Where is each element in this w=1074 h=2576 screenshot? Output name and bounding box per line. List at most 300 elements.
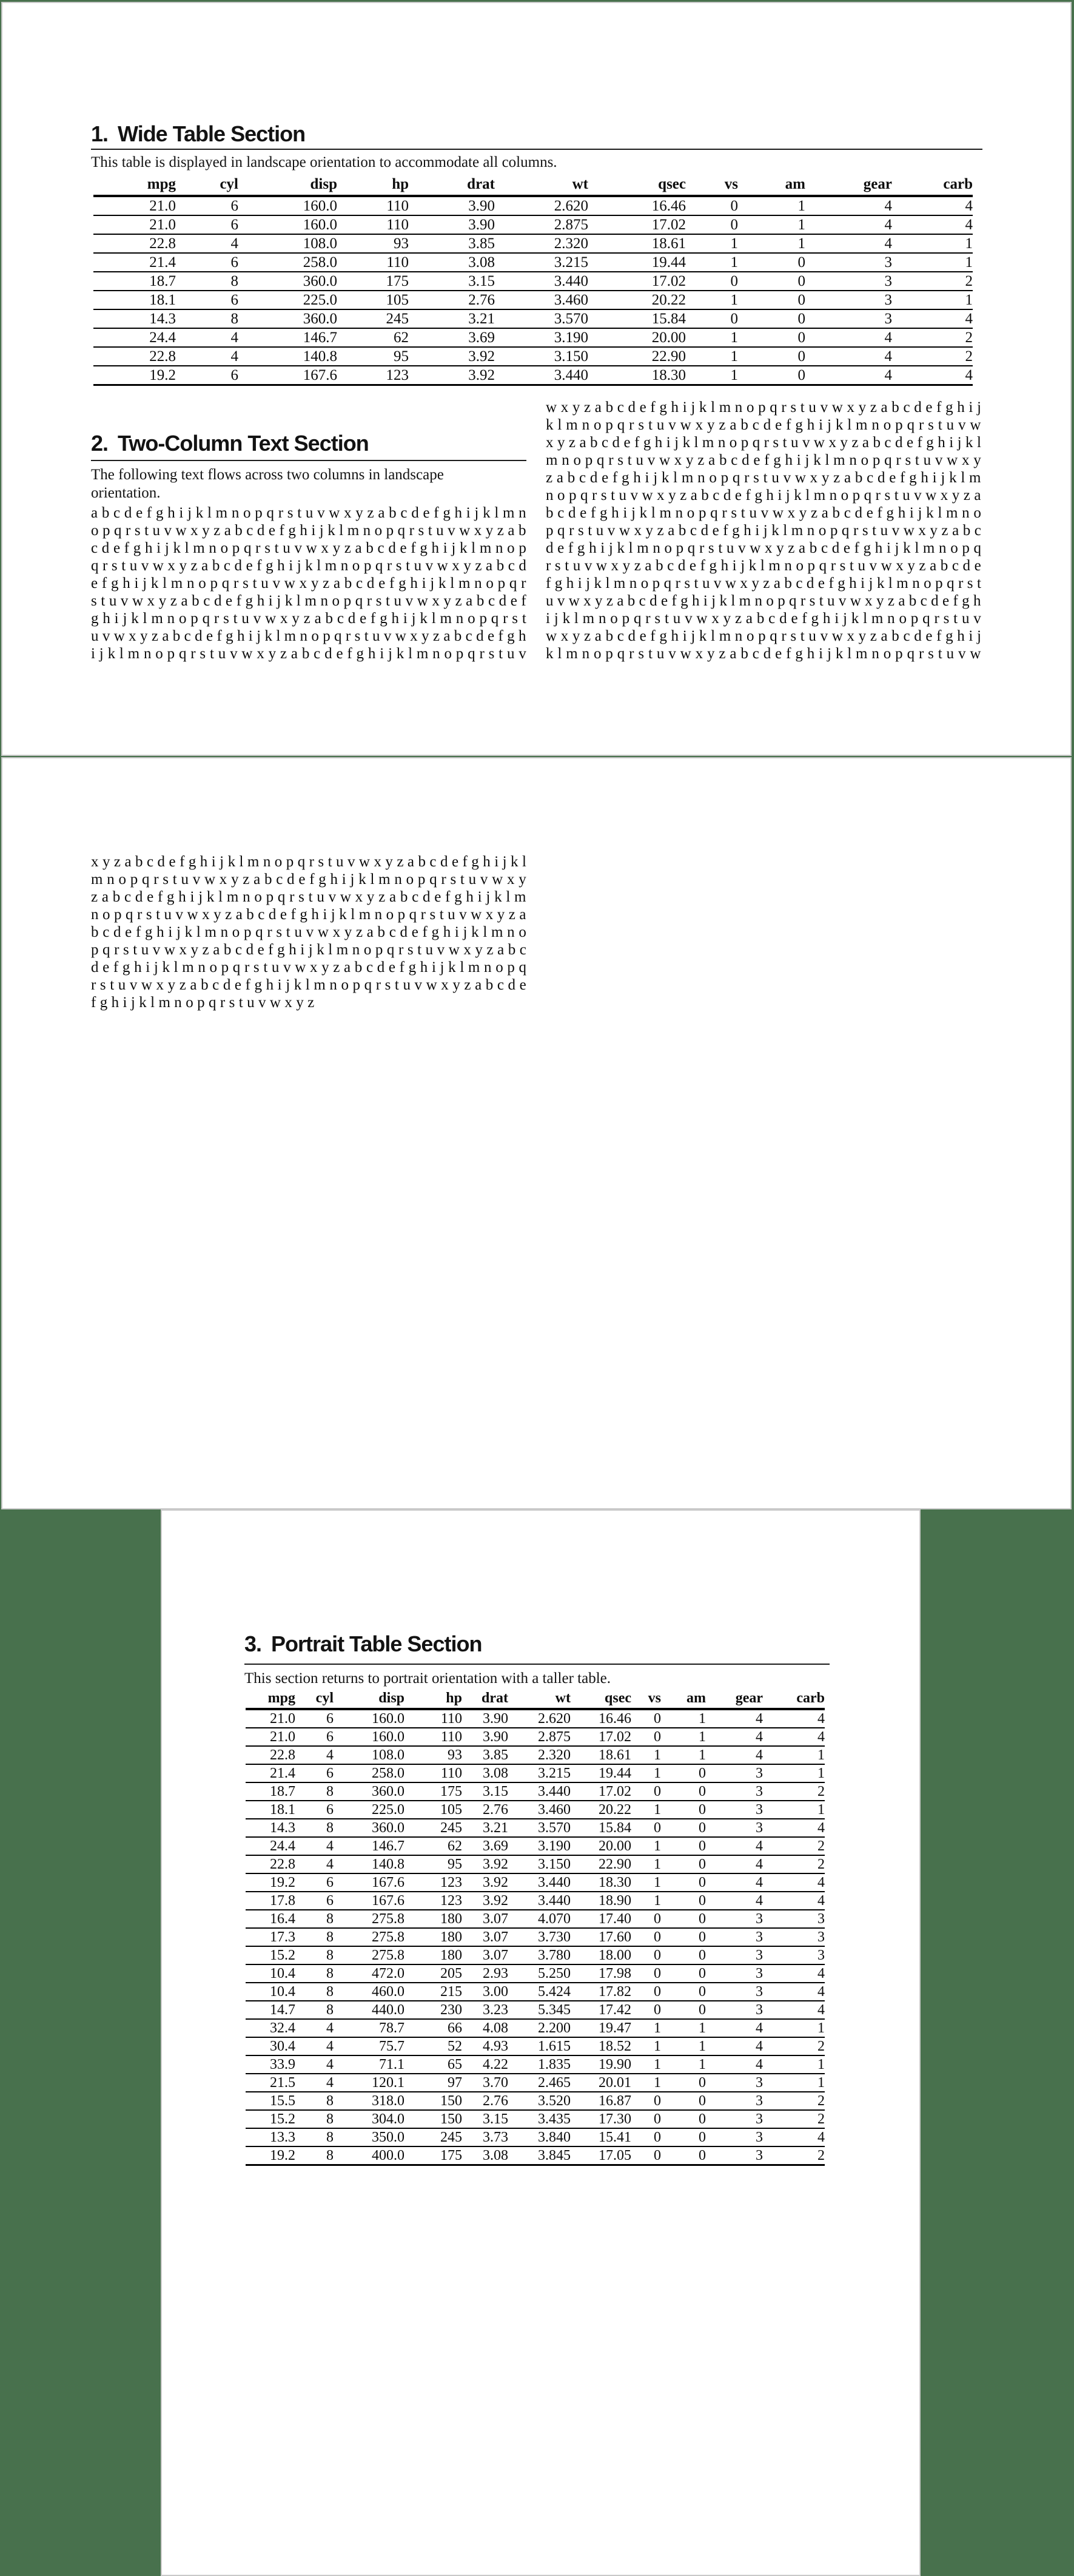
- table-row: [246, 2055, 825, 2074]
- table-cell: 0: [661, 2092, 706, 2110]
- table-cell: 140.8: [238, 347, 337, 366]
- table-cell: 3.07: [462, 1946, 508, 1964]
- table-cell: 3.15: [462, 1782, 508, 1801]
- table-cell: 75.7: [334, 2037, 404, 2055]
- text-line: n o p q r s t u v w x y z a b c d e f g h i j k l m n o p q r s t u v w x y z a: [546, 487, 981, 504]
- text-line: r s t u v w x y z a b c d e f g h i j k l m n o p q r s t u v w x y z a b c d e: [91, 977, 526, 993]
- table-cell: 3: [763, 1928, 825, 1946]
- column-header: drat: [462, 1689, 508, 1709]
- table-cell: 3.21: [409, 309, 495, 328]
- table-cell: 3: [706, 2074, 763, 2092]
- table-cell: 19.2: [93, 366, 176, 385]
- table-cell: 160.0: [238, 215, 337, 234]
- page-1-landscape: [1, 2, 1072, 756]
- table-cell: 6: [295, 1764, 334, 1782]
- table-cell: 4: [706, 1746, 763, 1764]
- table-cell: 4: [763, 1892, 825, 1910]
- text-line: i j k l m n o p q r s t u v w x y z a b c d e f g h i j k l m n o p q r s t u v: [546, 610, 981, 627]
- table-cell: 245: [337, 309, 409, 328]
- table-cell: 5.250: [508, 1964, 571, 1983]
- table-cell: 108.0: [238, 234, 337, 253]
- table-cell: 52: [404, 2037, 462, 2055]
- table-row: [246, 2074, 825, 2092]
- table-cell: 275.8: [334, 1910, 404, 1928]
- table-cell: 1: [686, 366, 738, 385]
- table-row: [93, 347, 973, 366]
- table-cell: 3.92: [462, 1873, 508, 1892]
- text-line: x y z a b c d e f g h i j k l m n o p q r s t u v w x y z a b c d e f g h i j k l: [546, 434, 981, 451]
- table-cell: 3: [706, 1983, 763, 2001]
- table-cell: 3.85: [409, 234, 495, 253]
- table-cell: 5.424: [508, 1983, 571, 2001]
- table-cell: 245: [404, 1819, 462, 1837]
- table-cell: 1: [661, 2037, 706, 2055]
- table-cell: 13.3: [246, 2128, 295, 2146]
- table-cell: 22.8: [246, 1855, 295, 1873]
- table-cell: 3.08: [462, 2146, 508, 2165]
- table-cell: 4: [892, 215, 973, 234]
- table-cell: 230: [404, 2001, 462, 2019]
- table-cell: 21.5: [246, 2074, 295, 2092]
- text-line: i j k l m n o p q r s t u v w x y z a b c d e f g h i j k l m n o p q r s t u v: [91, 646, 526, 662]
- table-cell: 3.190: [508, 1837, 571, 1855]
- table-cell: 93: [337, 234, 409, 253]
- section1-intro: This table is displayed in landscape orientation to accommodate all columns.: [91, 154, 557, 170]
- table-cell: 0: [661, 1764, 706, 1782]
- table-row: [93, 309, 973, 328]
- table-cell: 2.76: [462, 1801, 508, 1819]
- table-cell: 175: [404, 1782, 462, 1801]
- text-line: c d e f g h i j k l m n o p q r s t u v w x y z a b c d e f g h i j k l m n o p: [91, 540, 526, 556]
- table-cell: 110: [337, 196, 409, 215]
- column-header: mpg: [93, 174, 176, 196]
- table-cell: 8: [295, 1964, 334, 1983]
- column-header: hp: [404, 1689, 462, 1709]
- table-cell: 15.41: [571, 2128, 631, 2146]
- table-cell: 1: [661, 1709, 706, 1728]
- table-cell: 19.2: [246, 2146, 295, 2165]
- table-cell: 160.0: [334, 1728, 404, 1746]
- table-cell: 8: [295, 1910, 334, 1928]
- table-row: [246, 1782, 825, 1801]
- table-cell: 4.08: [462, 2019, 508, 2037]
- table-cell: 460.0: [334, 1983, 404, 2001]
- table-cell: 3.90: [409, 215, 495, 234]
- table-cell: 18.90: [571, 1892, 631, 1910]
- table-cell: 3.150: [508, 1855, 571, 1873]
- table-cell: 17.05: [571, 2146, 631, 2165]
- table-cell: 105: [337, 291, 409, 309]
- table-cell: 3.840: [508, 2128, 571, 2146]
- table-cell: 21.4: [93, 253, 176, 272]
- table-cell: 0: [631, 2092, 661, 2110]
- table-cell: 3.90: [462, 1709, 508, 1728]
- table-cell: 1: [738, 215, 805, 234]
- text-line: m n o p q r s t u v w x y z a b c d e f g h i j k l m n o p q r s t u v w x y: [546, 452, 981, 468]
- table-cell: 5.345: [508, 2001, 571, 2019]
- table-cell: 21.0: [93, 196, 176, 215]
- table-cell: 215: [404, 1983, 462, 2001]
- table-cell: 6: [295, 1892, 334, 1910]
- table-cell: 18.7: [93, 272, 176, 291]
- table-cell: 4: [805, 347, 892, 366]
- table-header-row: [93, 174, 973, 196]
- table-cell: 15.2: [246, 1946, 295, 1964]
- table-cell: 0: [738, 347, 805, 366]
- table-cell: 4: [706, 1855, 763, 1873]
- table-cell: 16.46: [571, 1709, 631, 1728]
- table-cell: 3.69: [462, 1837, 508, 1855]
- table-cell: 400.0: [334, 2146, 404, 2165]
- table-cell: 4: [706, 1837, 763, 1855]
- table-cell: 0: [661, 1910, 706, 1928]
- table-cell: 6: [295, 1709, 334, 1728]
- text-line: q r s t u v w x y z a b c d e f g h i j k l m n o p q r s t u v w x y z a b c d: [91, 558, 526, 574]
- table-cell: 2.200: [508, 2019, 571, 2037]
- table-row: [246, 2019, 825, 2037]
- table-cell: 0: [738, 328, 805, 347]
- table-cell: 146.7: [334, 1837, 404, 1855]
- table-row: [246, 1964, 825, 1983]
- table-cell: 3.215: [508, 1764, 571, 1782]
- table-cell: 0: [661, 1819, 706, 1837]
- table-cell: 15.5: [246, 2092, 295, 2110]
- table-cell: 21.0: [246, 1728, 295, 1746]
- table-cell: 1: [738, 234, 805, 253]
- table-cell: 8: [295, 1819, 334, 1837]
- section2-intro-line2: orientation.: [91, 485, 161, 501]
- table-cell: 3: [706, 2146, 763, 2165]
- table-cell: 3.460: [495, 291, 588, 309]
- table-cell: 4: [763, 1728, 825, 1746]
- table-cell: 0: [661, 1837, 706, 1855]
- section3-heading-underline: [244, 1664, 830, 1665]
- table-cell: 1: [661, 1728, 706, 1746]
- table-cell: 3: [763, 1910, 825, 1928]
- table-row: [246, 1746, 825, 1764]
- table-cell: 0: [738, 253, 805, 272]
- section1-heading: [91, 122, 305, 146]
- table-cell: 2: [892, 272, 973, 291]
- table-cell: 6: [295, 1728, 334, 1746]
- table-cell: 1.835: [508, 2055, 571, 2074]
- table-cell: 3.92: [462, 1855, 508, 1873]
- table-cell: 3.92: [409, 347, 495, 366]
- table-row: [93, 215, 973, 234]
- table-cell: 3.08: [409, 253, 495, 272]
- table-cell: 2.875: [495, 215, 588, 234]
- table-cell: 2.620: [508, 1709, 571, 1728]
- table-cell: 3.460: [508, 1801, 571, 1819]
- table-cell: 8: [295, 1782, 334, 1801]
- table-cell: 2: [763, 1837, 825, 1855]
- table-cell: 258.0: [238, 253, 337, 272]
- table-cell: 146.7: [238, 328, 337, 347]
- table-cell: 3.780: [508, 1946, 571, 1964]
- section2-title: Two-Column Text Section: [118, 431, 369, 456]
- table-cell: 225.0: [238, 291, 337, 309]
- table-cell: 4: [706, 1873, 763, 1892]
- table-cell: 62: [337, 328, 409, 347]
- table-cell: 17.02: [588, 215, 686, 234]
- table-cell: 1: [763, 2055, 825, 2074]
- table-cell: 8: [295, 1928, 334, 1946]
- table-cell: 18.1: [246, 1801, 295, 1819]
- table-cell: 17.42: [571, 2001, 631, 2019]
- table-cell: 3.92: [409, 366, 495, 385]
- table-cell: 93: [404, 1746, 462, 1764]
- table-cell: 3: [706, 1910, 763, 1928]
- table-cell: 3.90: [409, 196, 495, 215]
- table-cell: 1: [686, 328, 738, 347]
- table-cell: 4: [176, 347, 238, 366]
- table-cell: 0: [738, 309, 805, 328]
- table-cell: 360.0: [334, 1819, 404, 1837]
- column-header: wt: [508, 1689, 571, 1709]
- table-cell: 20.22: [588, 291, 686, 309]
- table-cell: 20.00: [571, 1837, 631, 1855]
- table-cell: 4: [805, 196, 892, 215]
- table-cell: 3: [706, 2128, 763, 2146]
- table-cell: 0: [661, 2110, 706, 2128]
- left-column-text: [91, 504, 526, 663]
- table-cell: 0: [631, 1782, 661, 1801]
- column-header: carb: [763, 1689, 825, 1709]
- table-cell: 4: [763, 1819, 825, 1837]
- table-cell: 3.440: [508, 1782, 571, 1801]
- table-cell: 0: [661, 1782, 706, 1801]
- text-line: n o p q r s t u v w x y z a b c d e f g h i j k l m n o p q r s t u v w x y z a: [91, 906, 526, 923]
- table-cell: 1: [631, 2074, 661, 2092]
- table-cell: 1: [686, 291, 738, 309]
- table-cell: 110: [337, 253, 409, 272]
- column-header: carb: [892, 174, 973, 196]
- table-cell: 22.8: [93, 234, 176, 253]
- text-line: p q r s t u v w x y z a b c d e f g h i j k l m n o p q r s t u v w x y z a b c: [546, 522, 981, 539]
- text-line: r s t u v w x y z a b c d e f g h i j k l m n o p q r s t u v w x y z a b c d e: [546, 558, 981, 574]
- text-line: w x y z a b c d e f g h i j k l m n o p q r s t u v w x y z a b c d e f g h i j: [546, 399, 981, 416]
- table-cell: 4: [706, 1709, 763, 1728]
- table-cell: 4: [892, 309, 973, 328]
- table-row: [246, 2001, 825, 2019]
- column-header: qsec: [588, 174, 686, 196]
- table-cell: 4: [805, 234, 892, 253]
- table-cell: 95: [404, 1855, 462, 1873]
- table-cell: 17.82: [571, 1983, 631, 2001]
- table-cell: 3: [706, 1819, 763, 1837]
- table-cell: 3.70: [462, 2074, 508, 2092]
- table-cell: 0: [631, 2146, 661, 2165]
- table-cell: 108.0: [334, 1746, 404, 1764]
- text-line: f g h i j k l m n o p q r s t u v w x y z a b c d e f g h i j k l m n o p q r s t: [546, 575, 981, 592]
- table-cell: 0: [631, 1709, 661, 1728]
- table-cell: 0: [631, 2001, 661, 2019]
- table-cell: 4: [892, 196, 973, 215]
- section2-heading: [91, 431, 369, 456]
- table-cell: 8: [176, 309, 238, 328]
- table-cell: 175: [337, 272, 409, 291]
- table-cell: 180: [404, 1928, 462, 1946]
- table-cell: 16.87: [571, 2092, 631, 2110]
- text-line: u v w x y z a b c d e f g h i j k l m n o p q r s t u v w x y z a b c d e f g h: [546, 593, 981, 609]
- table-row: [93, 328, 973, 347]
- table-cell: 258.0: [334, 1764, 404, 1782]
- table-cell: 21.0: [93, 215, 176, 234]
- table-cell: 245: [404, 2128, 462, 2146]
- column-header: hp: [337, 174, 409, 196]
- table-cell: 175: [404, 2146, 462, 2165]
- column-header: wt: [495, 174, 588, 196]
- table-cell: 167.6: [238, 366, 337, 385]
- text-line: d e f g h i j k l m n o p q r s t u v w x y z a b c d e f g h i j k l m n o p q: [546, 540, 981, 556]
- table-row: [246, 1801, 825, 1819]
- table-cell: 3.15: [462, 2110, 508, 2128]
- table-cell: 0: [686, 196, 738, 215]
- table-cell: 3: [706, 1964, 763, 1983]
- table-cell: 2.76: [409, 291, 495, 309]
- table-cell: 4: [763, 1964, 825, 1983]
- table-cell: 3.69: [409, 328, 495, 347]
- table-cell: 275.8: [334, 1946, 404, 1964]
- table-cell: 20.22: [571, 1801, 631, 1819]
- table-cell: 3.215: [495, 253, 588, 272]
- table-cell: 3.570: [495, 309, 588, 328]
- table-cell: 6: [295, 1873, 334, 1892]
- table-cell: 3.730: [508, 1928, 571, 1946]
- table-row: [93, 272, 973, 291]
- table-cell: 6: [176, 215, 238, 234]
- table-row: [246, 2092, 825, 2110]
- table-cell: 4: [295, 2037, 334, 2055]
- table-cell: 3.440: [495, 366, 588, 385]
- table-cell: 15.84: [588, 309, 686, 328]
- table-cell: 1: [763, 2019, 825, 2037]
- table-cell: 19.2: [246, 1873, 295, 1892]
- column-header: disp: [334, 1689, 404, 1709]
- column-header: mpg: [246, 1689, 295, 1709]
- table-cell: 105: [404, 1801, 462, 1819]
- section2-intro: [91, 466, 444, 502]
- table-cell: 8: [176, 272, 238, 291]
- table-row: [93, 366, 973, 385]
- section2-heading-underline: [91, 460, 526, 461]
- table-cell: 3.00: [462, 1983, 508, 2001]
- table-row: [246, 1855, 825, 1873]
- table-cell: 15.2: [246, 2110, 295, 2128]
- table-row: [246, 2146, 825, 2165]
- table-cell: 24.4: [246, 1837, 295, 1855]
- table-cell: 1: [631, 2019, 661, 2037]
- text-line: s t u v w x y z a b c d e f g h i j k l m n o p q r s t u v w x y z a b c d e f: [91, 593, 526, 609]
- table-cell: 3.73: [462, 2128, 508, 2146]
- table-cell: 205: [404, 1964, 462, 1983]
- table-cell: 33.9: [246, 2055, 295, 2074]
- table-cell: 160.0: [334, 1709, 404, 1728]
- table-cell: 3.15: [409, 272, 495, 291]
- table-cell: 2.465: [508, 2074, 571, 2092]
- table-row: [93, 196, 973, 215]
- table-cell: 0: [661, 1946, 706, 1964]
- table-cell: 4: [763, 1709, 825, 1728]
- table-cell: 3: [706, 2092, 763, 2110]
- table-cell: 17.30: [571, 2110, 631, 2128]
- table-cell: 3.23: [462, 2001, 508, 2019]
- table-cell: 150: [404, 2092, 462, 2110]
- table-cell: 4: [763, 1873, 825, 1892]
- column-header: cyl: [176, 174, 238, 196]
- table-cell: 0: [631, 2128, 661, 2146]
- table-cell: 19.44: [588, 253, 686, 272]
- text-line: k l m n o p q r s t u v w x y z a b c d e f g h i j k l m n o p q r s t u v w: [546, 646, 981, 662]
- table-row: [246, 1728, 825, 1746]
- table-cell: 0: [661, 1983, 706, 2001]
- text-line: b c d e f g h i j k l m n o p q r s t u v w x y z a b c d e f g h i j k l m n o: [546, 505, 981, 521]
- table-row: [246, 1983, 825, 2001]
- table-cell: 8: [295, 2146, 334, 2165]
- table-cell: 6: [176, 366, 238, 385]
- table-cell: 1: [892, 291, 973, 309]
- table-cell: 20.01: [571, 2074, 631, 2092]
- table-cell: 120.1: [334, 2074, 404, 2092]
- table-cell: 1: [686, 347, 738, 366]
- table-row: [93, 291, 973, 309]
- table-cell: 3.440: [495, 272, 588, 291]
- table-cell: 1: [631, 2055, 661, 2074]
- table-row: [246, 2110, 825, 2128]
- table-cell: 3: [706, 1928, 763, 1946]
- table-cell: 3: [763, 1946, 825, 1964]
- table-cell: 18.7: [246, 1782, 295, 1801]
- table-cell: 19.44: [571, 1764, 631, 1782]
- table-cell: 16.4: [246, 1910, 295, 1928]
- table-cell: 8: [295, 2110, 334, 2128]
- table-cell: 30.4: [246, 2037, 295, 2055]
- table-cell: 62: [404, 1837, 462, 1855]
- table-cell: 4: [706, 1728, 763, 1746]
- table-cell: 0: [631, 1910, 661, 1928]
- table-cell: 1: [631, 1746, 661, 1764]
- table-cell: 3: [706, 1946, 763, 1964]
- column-header: disp: [238, 174, 337, 196]
- section1-title: Wide Table Section: [118, 121, 306, 146]
- text-line: z a b c d e f g h i j k l m n o p q r s t u v w x y z a b c d e f g h i j k l m: [91, 889, 526, 905]
- table-cell: 2.320: [495, 234, 588, 253]
- table-cell: 0: [661, 1873, 706, 1892]
- section1-heading-underline: [91, 149, 982, 150]
- table-cell: 4: [763, 2128, 825, 2146]
- table-row: [93, 253, 973, 272]
- table-cell: 123: [404, 1892, 462, 1910]
- table-cell: 0: [631, 1983, 661, 2001]
- table-row: [246, 1819, 825, 1837]
- right-column-text: [546, 399, 981, 663]
- table-cell: 4: [176, 328, 238, 347]
- column-header: cyl: [295, 1689, 334, 1709]
- table-cell: 3.21: [462, 1819, 508, 1837]
- table-cell: 4: [805, 215, 892, 234]
- text-line: b c d e f g h i j k l m n o p q r s t u v w x y z a b c d e f g h i j k l m n o: [91, 924, 526, 940]
- table-cell: 8: [295, 2092, 334, 2110]
- table-cell: 225.0: [334, 1801, 404, 1819]
- table-cell: 21.4: [246, 1764, 295, 1782]
- table-cell: 1: [631, 1764, 661, 1782]
- table-cell: 18.00: [571, 1946, 631, 1964]
- table-cell: 0: [631, 1946, 661, 1964]
- table-cell: 4: [176, 234, 238, 253]
- table-cell: 3.90: [462, 1728, 508, 1746]
- table-cell: 3: [706, 1764, 763, 1782]
- table-cell: 123: [337, 366, 409, 385]
